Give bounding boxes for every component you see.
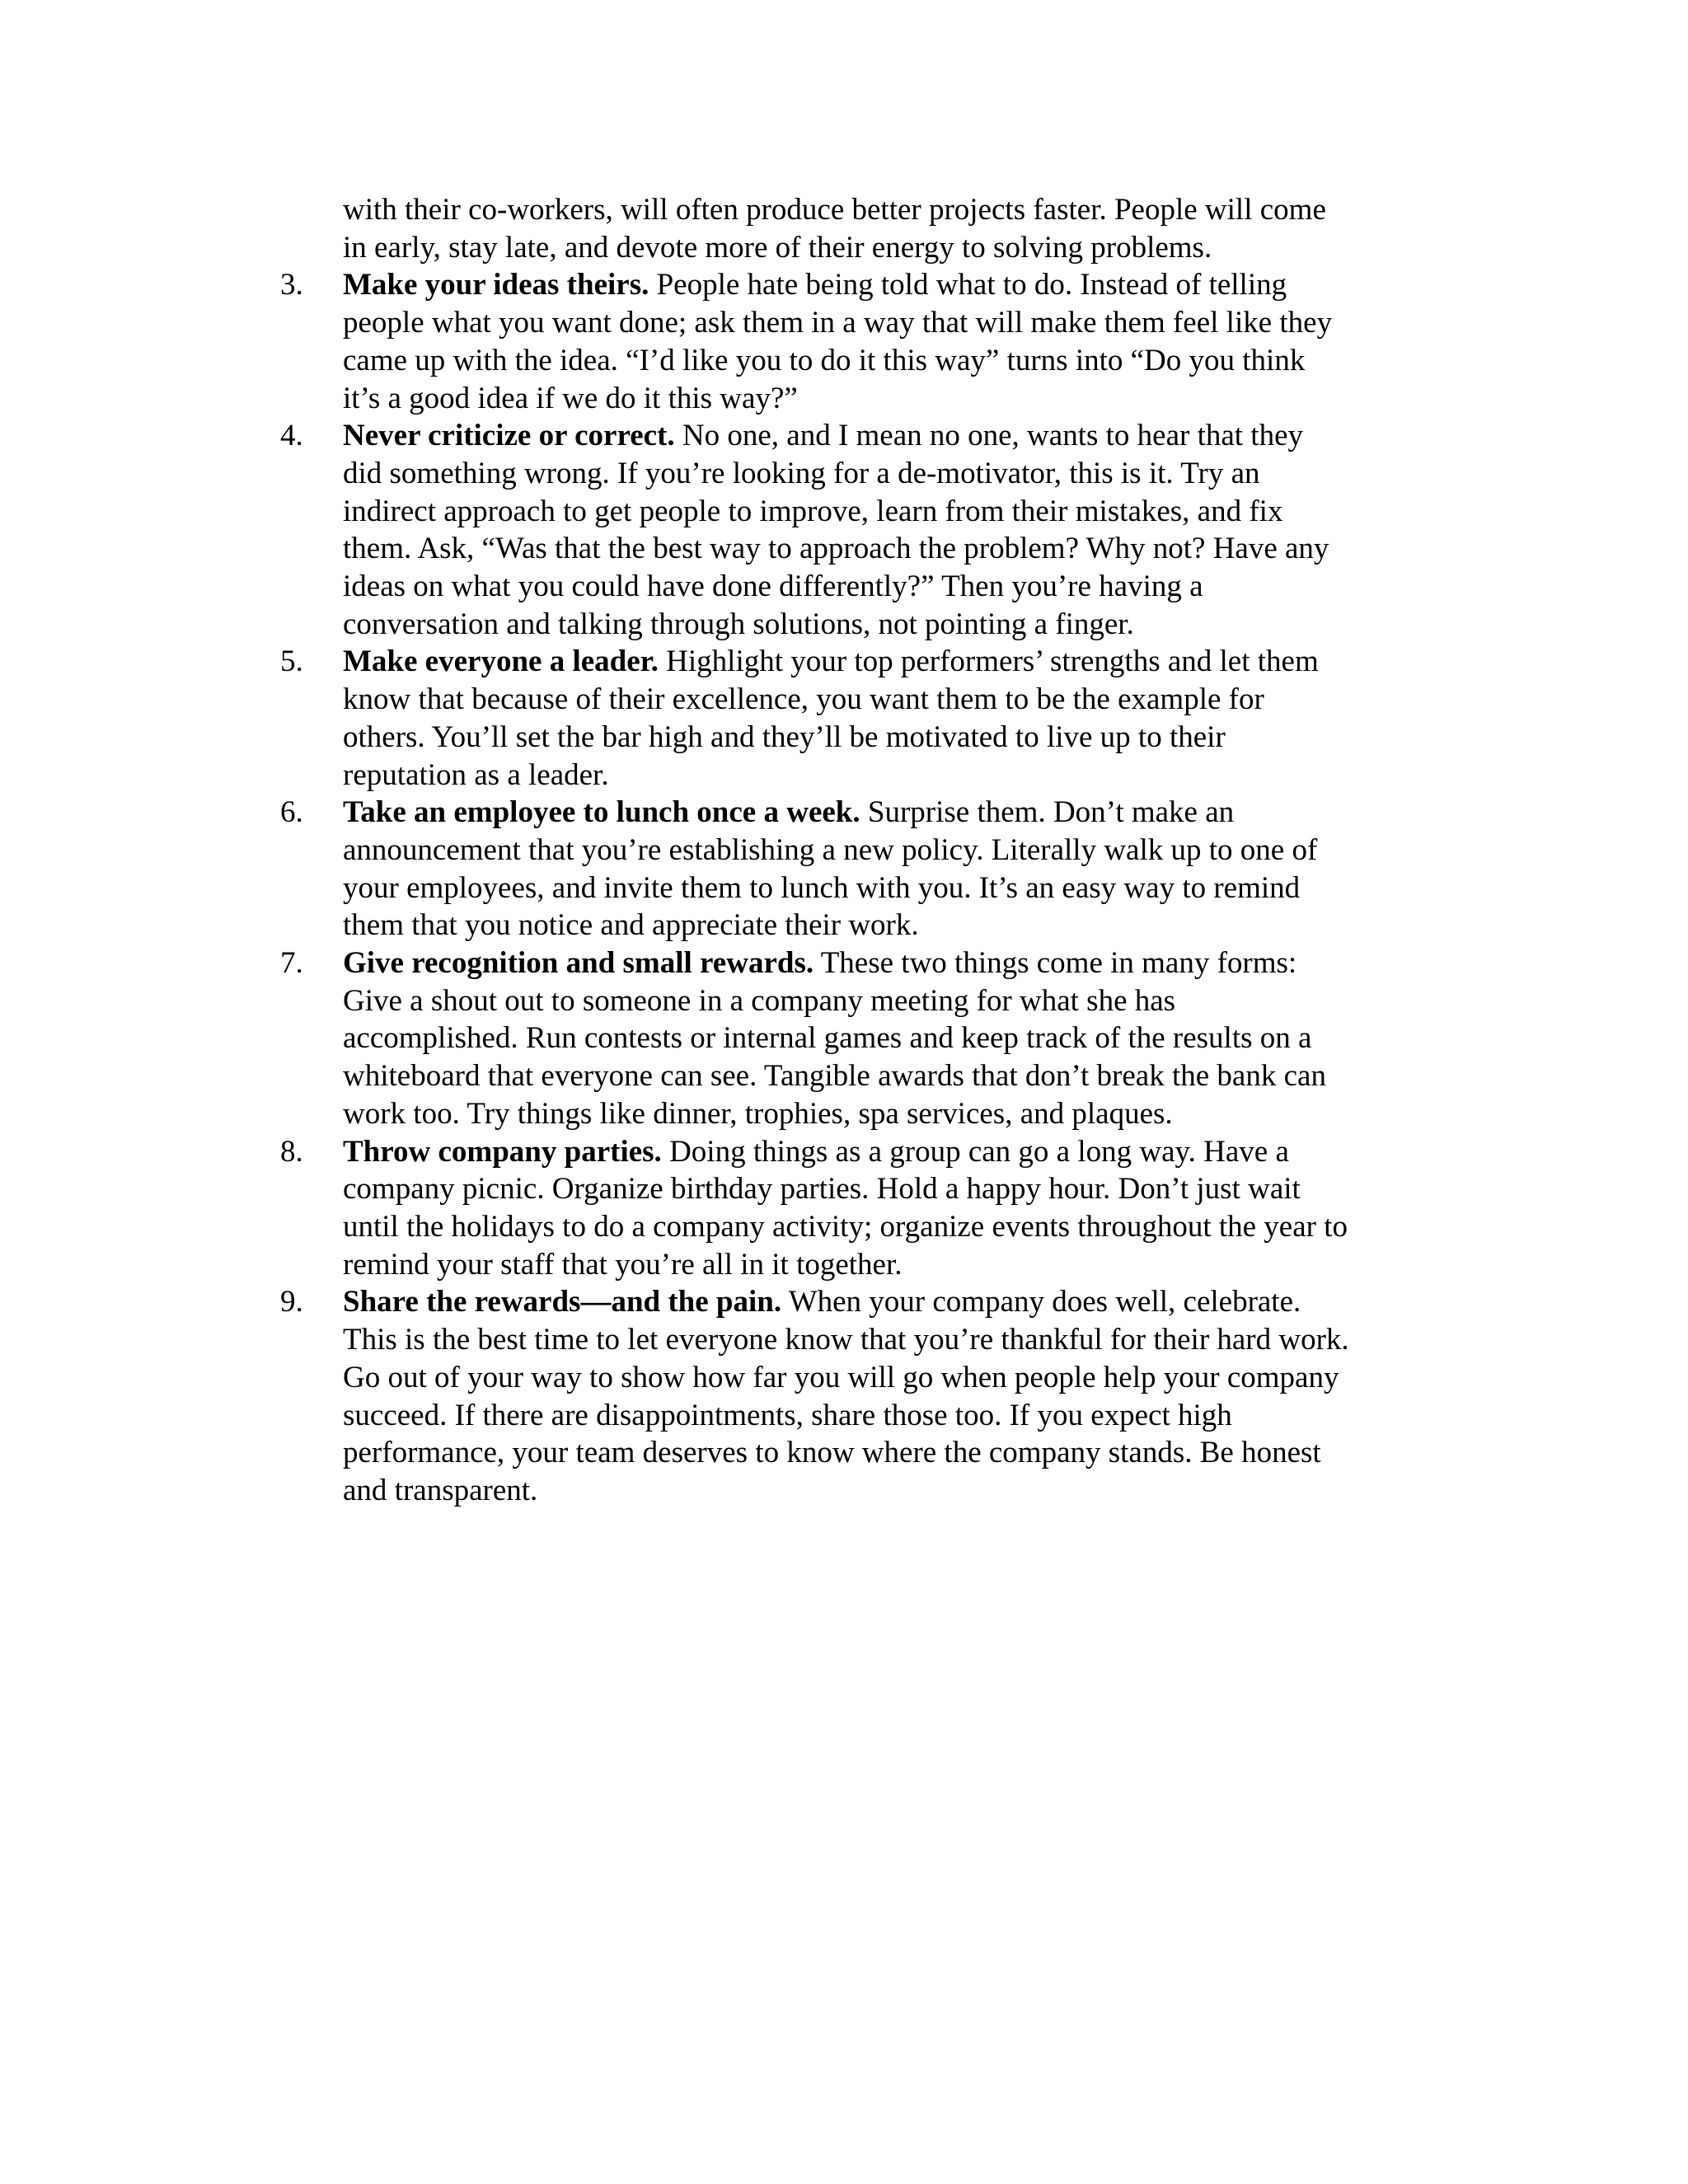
list-item-body: People hate being told what to do. Instead of telling: [649, 268, 1287, 302]
text-line: it’s a good idea if we do it this way?”: [343, 381, 798, 415]
list-item-lead: Take an employee to lunch once a week.: [343, 795, 860, 830]
text-line: came up with the idea. “I’d like you to do it this way” turns into “Do you think: [343, 343, 1306, 377]
list-item-lead: Throw company parties.: [343, 1134, 662, 1169]
text-line: work too. Try things like dinner, trophies, spa services, and plaques.: [343, 1096, 1173, 1131]
list-number: 4.: [280, 419, 303, 453]
list-item-body: No one, and I mean no one, wants to hear that they: [674, 419, 1304, 453]
text-line: [343, 1133, 1451, 1171]
list-item: [280, 643, 1451, 794]
list-item-lead: Share the rewards—and the pain.: [343, 1285, 782, 1319]
text-line: whiteboard that everyone can see. Tangible awards that don’t break the bank can: [343, 1059, 1326, 1094]
list-number: 8.: [280, 1134, 303, 1169]
text-line: company picnic. Organize birthday parties. Hold a happy hour. Don’t just wait: [343, 1172, 1301, 1207]
list-item-body: These two things come in many forms:: [814, 946, 1297, 981]
text-line: with their co-workers, will often produce better projects faster. People will come: [343, 193, 1326, 227]
list-item: [280, 266, 1451, 417]
text-line: [343, 794, 1451, 832]
text-line: [343, 1283, 1451, 1321]
list-number: 6.: [280, 795, 303, 830]
continuation-paragraph: [280, 191, 1451, 266]
text-line: others. You’ll set the bar high and they’ll be motivated to live up to their: [343, 719, 1226, 754]
list-item: [280, 944, 1451, 1133]
text-line: ideas on what you could have done differently?” Then you’re having a: [343, 569, 1203, 604]
list-item: [280, 794, 1451, 944]
list-number: 5.: [280, 644, 303, 679]
list-item-text: [343, 794, 1451, 944]
numbered-list: [280, 266, 1451, 1509]
list-item-text: [343, 1283, 1451, 1509]
list-item-body: Doing things as a group can go a long way. Have a: [661, 1134, 1289, 1169]
list-item-text: [343, 1133, 1451, 1284]
text-line: in early, stay late, and devote more of their energy to solving problems.: [343, 230, 1212, 265]
text-line: know that because of their excellence, you want them to be the example for: [343, 682, 1264, 717]
text-line: succeed. If there are disappointments, share those too. If you expect high: [343, 1398, 1232, 1432]
list-item-body: Surprise them. Don’t make an: [860, 795, 1235, 830]
text-line: until the holidays to do a company activity; organize events throughout the year to: [343, 1209, 1348, 1244]
list-number: 9.: [280, 1285, 303, 1319]
list-item-lead: Give recognition and small rewards.: [343, 946, 814, 981]
list-number: 3.: [280, 268, 303, 302]
text-line: reputation as a leader.: [343, 757, 609, 792]
text-line: them that you notice and appreciate their work.: [343, 908, 919, 943]
text-line: conversation and talking through solutions, not pointing a finger.: [343, 607, 1134, 641]
text-line: accomplished. Run contests or internal games and keep track of the results on a: [343, 1021, 1312, 1056]
text-line: performance, your team deserves to know where the company stands. Be honest: [343, 1436, 1321, 1470]
list-item-lead: Make your ideas theirs.: [343, 268, 649, 302]
list-item: [280, 417, 1451, 643]
list-item-text: [343, 944, 1451, 1133]
list-item-body: Highlight your top performers’ strengths and let them: [658, 644, 1319, 679]
list-item: [280, 1283, 1451, 1509]
text-line: remind your staff that you’re all in it together.: [343, 1247, 903, 1282]
text-line: your employees, and invite them to lunch with you. It’s an easy way to remind: [343, 870, 1301, 905]
text-line: [343, 417, 1451, 455]
list-item-lead: Make everyone a leader.: [343, 644, 659, 679]
list-item-text: [343, 643, 1451, 794]
list-number: 7.: [280, 946, 303, 981]
list-item: [280, 1133, 1451, 1284]
text-line: [343, 643, 1451, 681]
text-line: did something wrong. If you’re looking for a de-motivator, this is it. Try an: [343, 456, 1260, 490]
text-line: people what you want done; ask them in a way that will make them feel like they: [343, 306, 1333, 340]
text-line: [343, 944, 1451, 982]
text-line: This is the best time to let everyone know that you’re thankful for their hard work.: [343, 1323, 1349, 1357]
text-line: Go out of your way to show how far you will go when people help your company: [343, 1360, 1339, 1394]
text-line: indirect approach to get people to improve, learn from their mistakes, and fix: [343, 494, 1283, 528]
list-item-text: [343, 417, 1451, 643]
text-line: [343, 266, 1451, 304]
text-line: announcement that you’re establishing a new policy. Literally walk up to one of: [343, 832, 1318, 867]
text-line: and transparent.: [343, 1473, 538, 1507]
text-line: Give a shout out to someone in a company meeting for what she has: [343, 983, 1176, 1018]
list-item-text: [343, 266, 1451, 417]
list-item-body: When your company does well, celebrate.: [781, 1285, 1301, 1319]
text-line: them. Ask, “Was that the best way to approach the problem? Why not? Have any: [343, 532, 1329, 566]
document-body: [280, 191, 1451, 1510]
list-item-lead: Never criticize or correct.: [343, 419, 675, 453]
